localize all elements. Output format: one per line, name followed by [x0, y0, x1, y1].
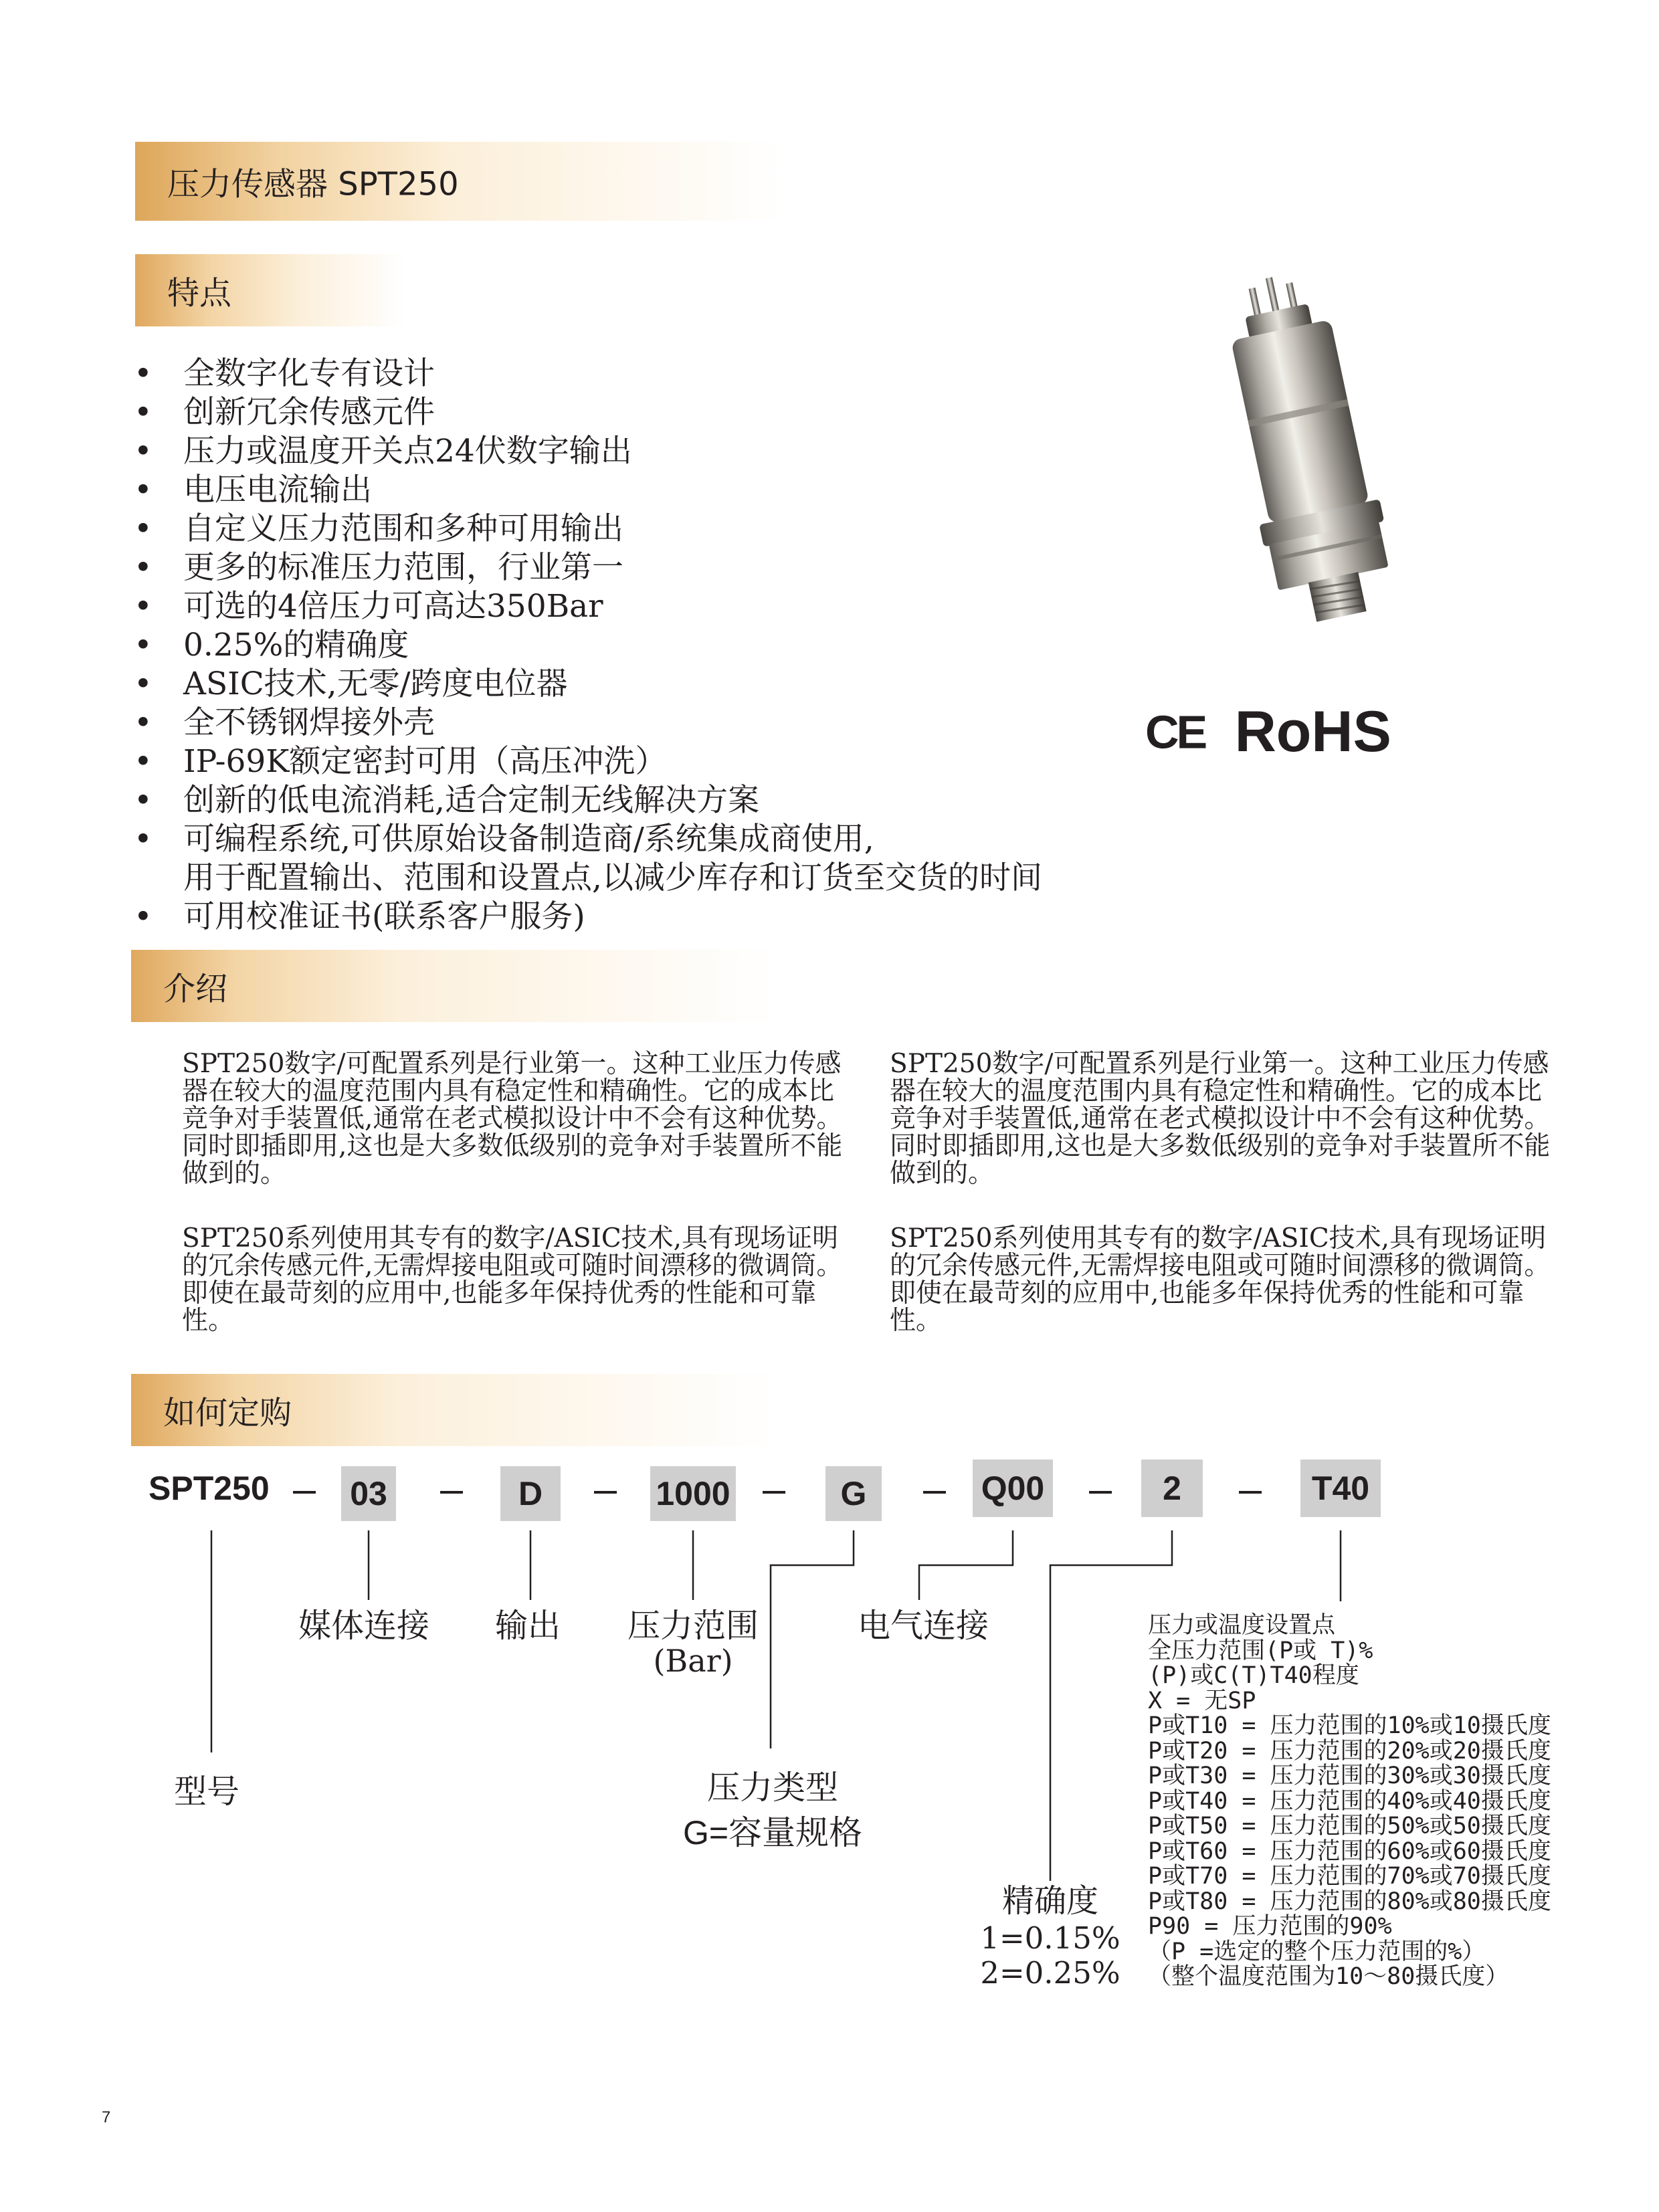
- code-media-connection: 03: [341, 1466, 396, 1521]
- ce-mark: CE: [1145, 706, 1205, 759]
- setpoint-line: P90 = 压力范围的90%: [1148, 1913, 1392, 1940]
- setpoint-line: P或T50 = 压力范围的50%或50摄氏度: [1148, 1813, 1551, 1839]
- code-pressure-range: 1000: [650, 1466, 736, 1521]
- code-output: D: [500, 1466, 561, 1521]
- label-output: 输出: [495, 1607, 561, 1645]
- setpoint-line: （P =选定的整个压力范围的%）: [1148, 1938, 1486, 1965]
- accuracy-block: [963, 1881, 1137, 1991]
- code-pressure-type: G: [825, 1466, 882, 1521]
- intro-paragraph: SPT250数字/可配置系列是行业第一。这种工业压力传感器在较大的温度范围内具有稳定性和精确性。它的成本比竞争对手装置低,通常在老式模拟设计中不会有这种优势。同时即插即用,这也是大多数低级别的竞争对手装置所不能做到的。: [182, 1049, 843, 1189]
- feature-item: • ASIC技术,无零/跨度电位器: [127, 665, 1171, 704]
- label-electrical-connection: 电气连接: [858, 1607, 989, 1645]
- intro-section-title: 介绍: [163, 970, 228, 1008]
- accuracy-option: 2=0.25%: [980, 1955, 1120, 1991]
- label-media-connection: 媒体连接: [298, 1607, 430, 1645]
- setpoint-line: P或T60 = 压力范围的60%或60摄氏度: [1148, 1837, 1551, 1865]
- label-pressure-range-unit: (Bar): [653, 1643, 733, 1679]
- code-accuracy: 2: [1141, 1460, 1203, 1517]
- code-electrical-connection: Q00: [973, 1460, 1053, 1517]
- label-model: 型号: [174, 1773, 240, 1811]
- intro-paragraph: SPT250系列使用其专有的数字/ASIC技术,具有现场证明的冗余传感元件,无需焊接电阻或可随时间漂移的微调筒。即使在最苛刻的应用中,也能多年保持优秀的性能和可靠性。: [182, 1223, 843, 1336]
- setpoint-line: X = 无SP: [1148, 1687, 1256, 1714]
- setpoint-line: 压力或温度设置点: [1148, 1612, 1336, 1639]
- feature-item: • 自定义压力范围和多种可用输出: [127, 510, 1171, 548]
- setpoint-line: 全压力范围(P或 T)%: [1148, 1637, 1373, 1664]
- label-pressure-type-value: G=容量规格: [682, 1814, 863, 1851]
- rohs-mark: RoHS: [1234, 700, 1391, 764]
- page-title: 压力传感器 SPT250: [167, 165, 459, 203]
- feature-item: • 可用校准证书(联系客户服务): [127, 898, 1171, 936]
- code-model: SPT250: [149, 1470, 270, 1507]
- label-pressure-type: 压力类型: [706, 1769, 838, 1807]
- feature-item: • 创新冗余传感元件: [127, 393, 1171, 432]
- feature-item: • 0.25%的精确度: [127, 626, 1171, 665]
- feature-item: • 电压电流输出: [127, 471, 1171, 510]
- order-section-title: 如何定购: [163, 1394, 292, 1432]
- feature-item: • 可选的4倍压力可高达350Bar: [127, 587, 1171, 626]
- feature-item: • 压力或温度开关点24伏数字输出: [127, 432, 1171, 471]
- page-number: 7: [102, 2108, 111, 2126]
- feature-item: • IP-69K额定密封可用（高压冲洗）: [127, 742, 1171, 781]
- feature-item: • 可编程系统,可供原始设备制造商/系统集成商使用,: [127, 820, 1171, 859]
- intro-paragraph: SPT250数字/可配置系列是行业第一。这种工业压力传感器在较大的温度范围内具有稳定性和精确性。它的成本比竞争对手装置低,通常在老式模拟设计中不会有这种优势。同时即插即用,这也是大多数低级别的竞争对手装置所不能做到的。: [890, 1049, 1551, 1189]
- setpoint-line: P或T40 = 压力范围的40%或40摄氏度: [1148, 1787, 1551, 1815]
- features-section-title: 特点: [167, 274, 232, 312]
- setpoint-options-list: [1148, 1613, 1551, 1990]
- setpoint-line: P或T10 = 压力范围的10%或10摄氏度: [1148, 1712, 1551, 1739]
- feature-item: • 全不锈钢焊接外壳: [127, 704, 1171, 742]
- feature-item: • 创新的低电流消耗,适合定制无线解决方案: [127, 781, 1171, 820]
- feature-item-continuation: 用于配置输出、范围和设置点,以减少库存和订货至交货的时间: [183, 860, 1042, 896]
- code-setpoint: T40: [1300, 1460, 1381, 1517]
- setpoint-line: (P)或C(T)T40程度: [1148, 1662, 1359, 1689]
- intro-paragraph: SPT250系列使用其专有的数字/ASIC技术,具有现场证明的冗余传感元件,无需焊接电阻或可随时间漂移的微调筒。即使在最苛刻的应用中,也能多年保持优秀的性能和可靠性。: [890, 1223, 1551, 1336]
- accuracy-option: 1=0.15%: [980, 1920, 1120, 1956]
- feature-item: • 更多的标准压力范围，行业第一: [127, 548, 1171, 587]
- setpoint-line: （整个温度范围为10～80摄氏度）: [1148, 1963, 1509, 1990]
- label-pressure-range: 压力范围: [627, 1607, 759, 1645]
- feature-item: • 全数字化专有设计: [127, 355, 1171, 393]
- setpoint-line: P或T70 = 压力范围的70%或70摄氏度: [1148, 1863, 1551, 1890]
- setpoint-line: P或T80 = 压力范围的80%或80摄氏度: [1148, 1888, 1551, 1915]
- setpoint-line: P或T30 = 压力范围的30%或30摄氏度: [1148, 1763, 1551, 1789]
- label-accuracy: 精确度: [1001, 1882, 1098, 1920]
- setpoint-line: P或T20 = 压力范围的20%或20摄氏度: [1148, 1737, 1551, 1765]
